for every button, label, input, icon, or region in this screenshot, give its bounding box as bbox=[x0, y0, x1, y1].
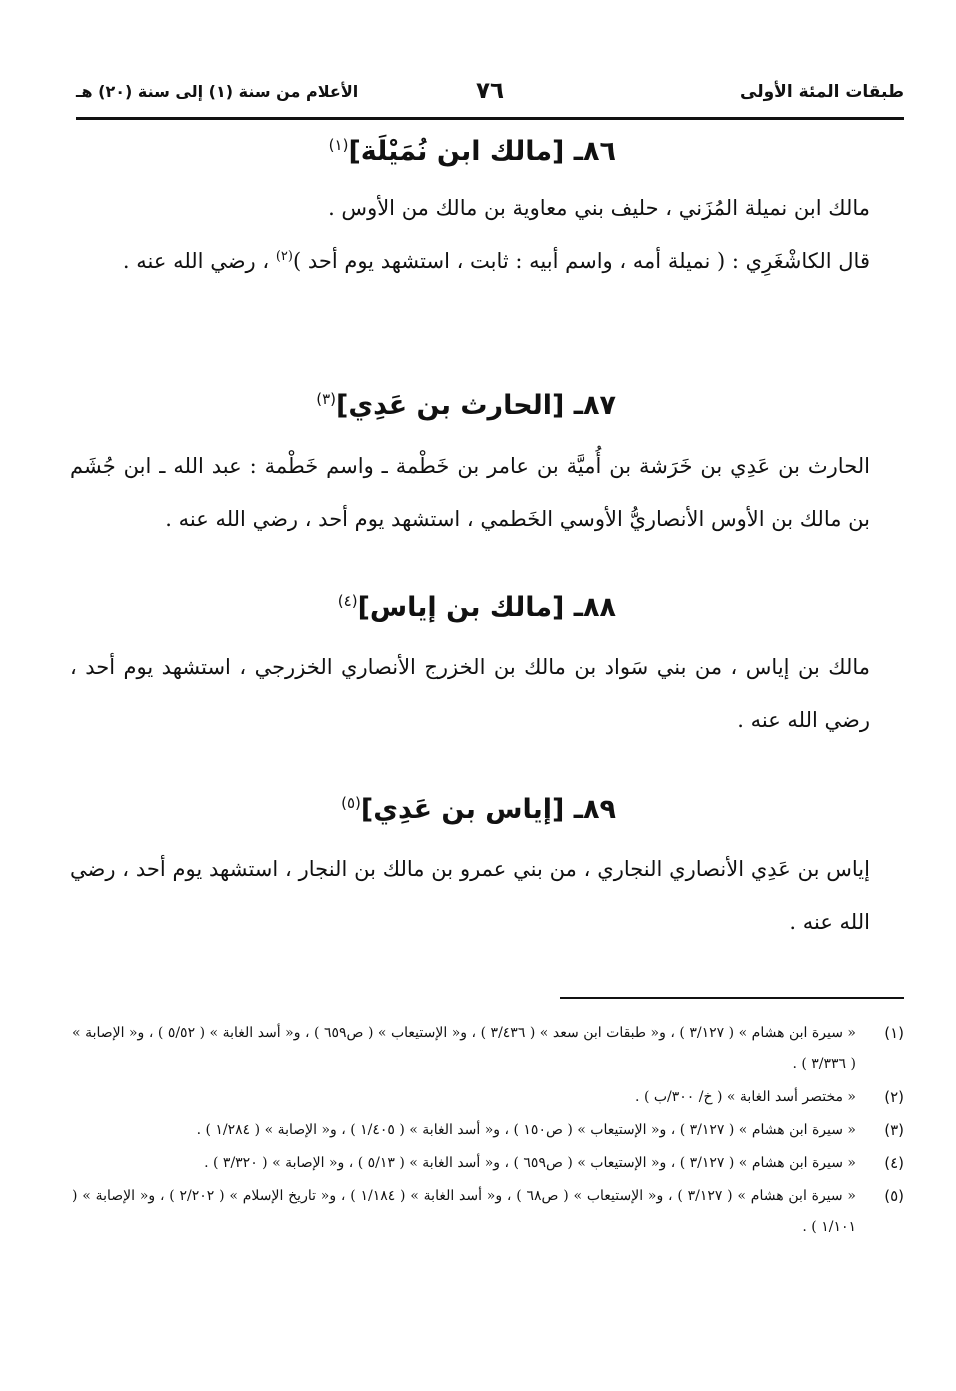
footnote-3 bbox=[72, 1115, 904, 1146]
footnote-text: « سيرة ابن هشام » ( ٣/١٢٧ ) ، و« الإستيعاب » ( ص٦٨ ) ، و« أسد الغابة » ( ١/١٨٤ ) ، و« تاريخ الإسلام » ( ٢/٢٠٢ ) ، و« الإصابة » ( ١/١٠١ ) . bbox=[72, 1188, 856, 1235]
footnote-text: « سيرة ابن هشام » ( ٣/١٢٧ ) ، و« طبقات ابن سعد » ( ٣/٤٣٦ ) ، و« الإستيعاب » ( ص٦٥٩ ) ، و« أسد الغابة » ( ٥/٥٢ ) ، و« الإصابة » ( ٣/٣٣٦ ) . bbox=[72, 1025, 856, 1072]
footnote-number: (٥) bbox=[884, 1187, 904, 1205]
book-title: طبقات المئة الأولى bbox=[740, 82, 904, 102]
footnote-ref: (٤) bbox=[337, 592, 358, 610]
entry-86-paragraph-2 bbox=[70, 235, 870, 288]
entry-89-title bbox=[341, 794, 616, 825]
entry-87-title bbox=[316, 390, 616, 421]
footnote-number: (٤) bbox=[884, 1154, 904, 1172]
footnote-2 bbox=[72, 1082, 904, 1113]
entry-title-text: ٨٦ـ [مالك ابن نُمَيْلَة] bbox=[348, 136, 616, 167]
footnote-text: « سيرة ابن هشام » ( ٣/١٢٧ ) ، و« الإستيعاب » ( ص١٥٠ ) ، و« أسد الغابة » ( ١/٤٠٥ ) ، و« الإصابة » ( ١/٢٨٤ ) . bbox=[196, 1122, 856, 1138]
section-title: الأعلام من سنة (١) إلى سنة (٢٠) هـ bbox=[76, 82, 359, 101]
header-rule bbox=[76, 117, 904, 120]
entry-88-paragraph: مالك بن إياس ، من بني سَواد بن مالك بن الخزرج الأنصاري الخزرجي ، استشهد يوم أحد ، رضي الله عنه . bbox=[70, 655, 870, 732]
entry-title-text: ٨٩ـ [إياس بن عَدِي] bbox=[360, 794, 616, 825]
paragraph-text: قال الكاشْغَرِي : ( نميلة أمه ، واسم أبيه : ثابت ، استشهد يوم أحد ) bbox=[292, 249, 870, 273]
footnote-number: (٢) bbox=[884, 1088, 904, 1106]
footnote-text: « سيرة ابن هشام » ( ٣/١٢٧ ) ، و« الإستيعاب » ( ص٦٥٩ ) ، و« أسد الغابة » ( ٥/١٣ ) ، و« الإصابة » ( ٣/٣٢٠ ) . bbox=[204, 1155, 856, 1171]
paragraph-text: ، رضي الله عنه . bbox=[122, 249, 276, 273]
footnotes bbox=[72, 1018, 904, 1245]
footnote-4 bbox=[72, 1148, 904, 1179]
footnote-number: (١) bbox=[884, 1024, 904, 1042]
footnote-number: (٣) bbox=[884, 1121, 904, 1139]
footnote-ref: (١) bbox=[328, 136, 349, 154]
running-header bbox=[76, 78, 904, 112]
entry-86-paragraph-1: مالك ابن نميلة المُزَني ، حليف بني معاوية بن مالك من الأوس . bbox=[328, 196, 870, 220]
entry-87-paragraph: الحارث بن عَدِي بن خَرَشة بن أُميَّة بن عامر بن خَطْمة ـ واسم خَطْمة : عبد الله ـ ابن جُشَم بن مالك بن الأوس الأنصاريُّ الأوسي الخَطمي ، استشهد يوم أحد ، رضي الله عنه . bbox=[70, 454, 870, 531]
footnote-ref: (٢) bbox=[275, 249, 293, 264]
entry-title-text: ٨٧ـ [الحارث بن عَدِي] bbox=[336, 390, 616, 421]
footnote-1 bbox=[72, 1018, 904, 1080]
footnote-ref: (٥) bbox=[341, 794, 361, 812]
entry-89-paragraph: إياس بن عَدِي الأنصاري النجاري ، من بني عمرو بن مالك بن النجار ، استشهد يوم أحد ، رضي الله عنه . bbox=[70, 857, 870, 934]
entry-88-title bbox=[338, 592, 616, 623]
page-number: ٧٦ bbox=[475, 78, 505, 104]
footnote-ref: (٣) bbox=[316, 390, 337, 408]
footnote-text: « مختصر أسد الغابة » ( خ/ ٣٠٠/ب ) . bbox=[635, 1089, 856, 1105]
entry-title-text: ٨٨ـ [مالك بن إياس] bbox=[357, 592, 616, 623]
entry-86-title bbox=[329, 136, 616, 167]
footnote-rule bbox=[560, 997, 904, 999]
footnote-5 bbox=[72, 1181, 904, 1243]
